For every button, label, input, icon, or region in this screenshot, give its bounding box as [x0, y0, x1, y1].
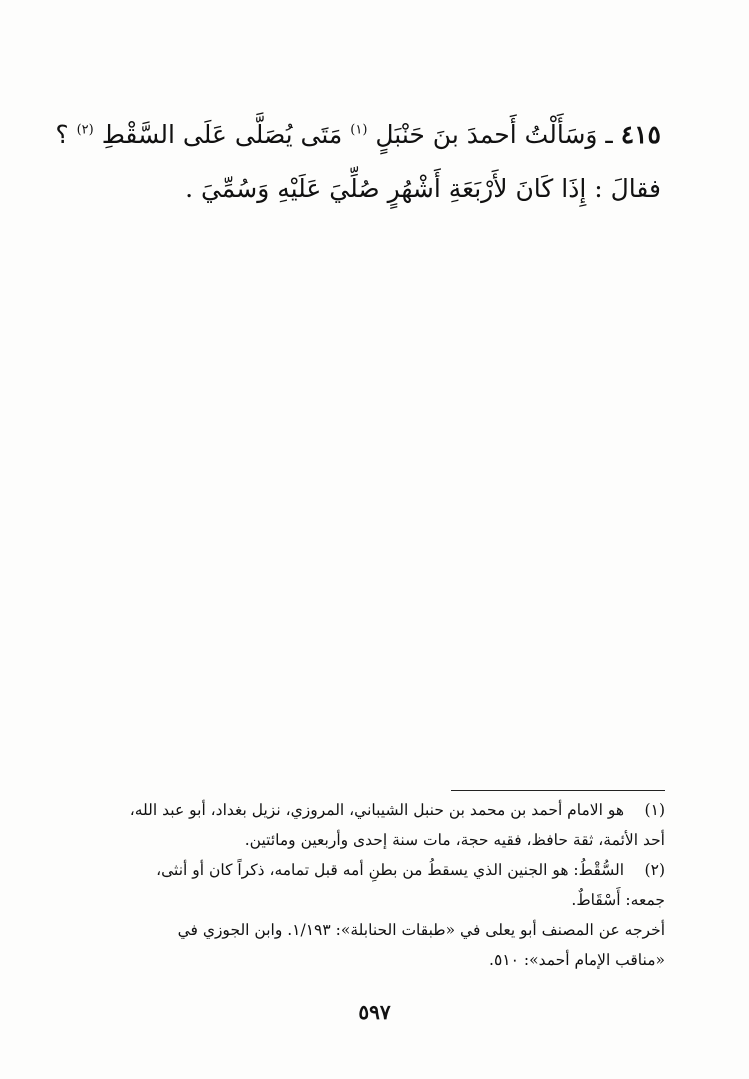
footnote-1-line-1	[85, 795, 665, 825]
main-text-line-2: فقالَ : إِذَا كَانَ لأَرْبَعَةِ أَشْهُرٍ صُلِّيَ عَلَيْهِ وَسُمِّيَ .	[185, 174, 661, 203]
entry-number: ٤١٥	[620, 120, 661, 149]
footnote-reference-2: (٢)	[76, 122, 94, 138]
footnote-1	[85, 795, 665, 855]
main-text-line-1	[55, 108, 661, 162]
footnote-reference-1: (١)	[350, 122, 368, 138]
main-text	[55, 108, 661, 216]
footnote-2-line-2: جمعه: أَسْقَاطٌ.	[571, 891, 665, 909]
footnote-3-line-1: أخرجه عن المصنف أبو يعلى في «طبقات الحنابلة»: ١/١٩٣. وابن الجوزي في	[177, 921, 665, 939]
question-mark: ؟	[55, 120, 69, 149]
page-number: ٥٩٧	[358, 1000, 391, 1024]
footnote-3	[85, 915, 665, 975]
footnote-1-text-1: هو الامام أحمد بن محمد بن حنبل الشيباني، المروزي، نزيل بغداد، أبو عبد الله،	[129, 801, 625, 819]
question-part-1: وَسَأَلْتُ أَحمدَ بنَ حَنْبَلٍ	[375, 120, 598, 149]
footnote-divider	[451, 790, 665, 791]
footnote-2-number: (٢)	[644, 861, 665, 879]
footnote-2	[85, 855, 665, 915]
question-part-2: مَتَى يُصَلَّى عَلَى السَّقْطِ	[101, 120, 343, 149]
footnote-1-line-2: أحد الأئمة، ثقة حافظ، فقيه حجة، مات سنة إحدى وأربعين ومائتين.	[244, 831, 665, 849]
footnote-3-line-2: «مناقب الإمام أحمد»: ٥١٠.	[489, 951, 665, 969]
entry-dash: ـ	[605, 120, 613, 149]
footnote-1-number: (١)	[644, 801, 665, 819]
footnote-2-line-1	[85, 855, 665, 885]
footnote-2-text-1: السُّقْطُ: هو الجنين الذي يسقطُ من بطنِ أمه قبل تمامه، ذكراً كان أو أنثى،	[156, 861, 625, 879]
footnotes-section	[85, 795, 665, 975]
